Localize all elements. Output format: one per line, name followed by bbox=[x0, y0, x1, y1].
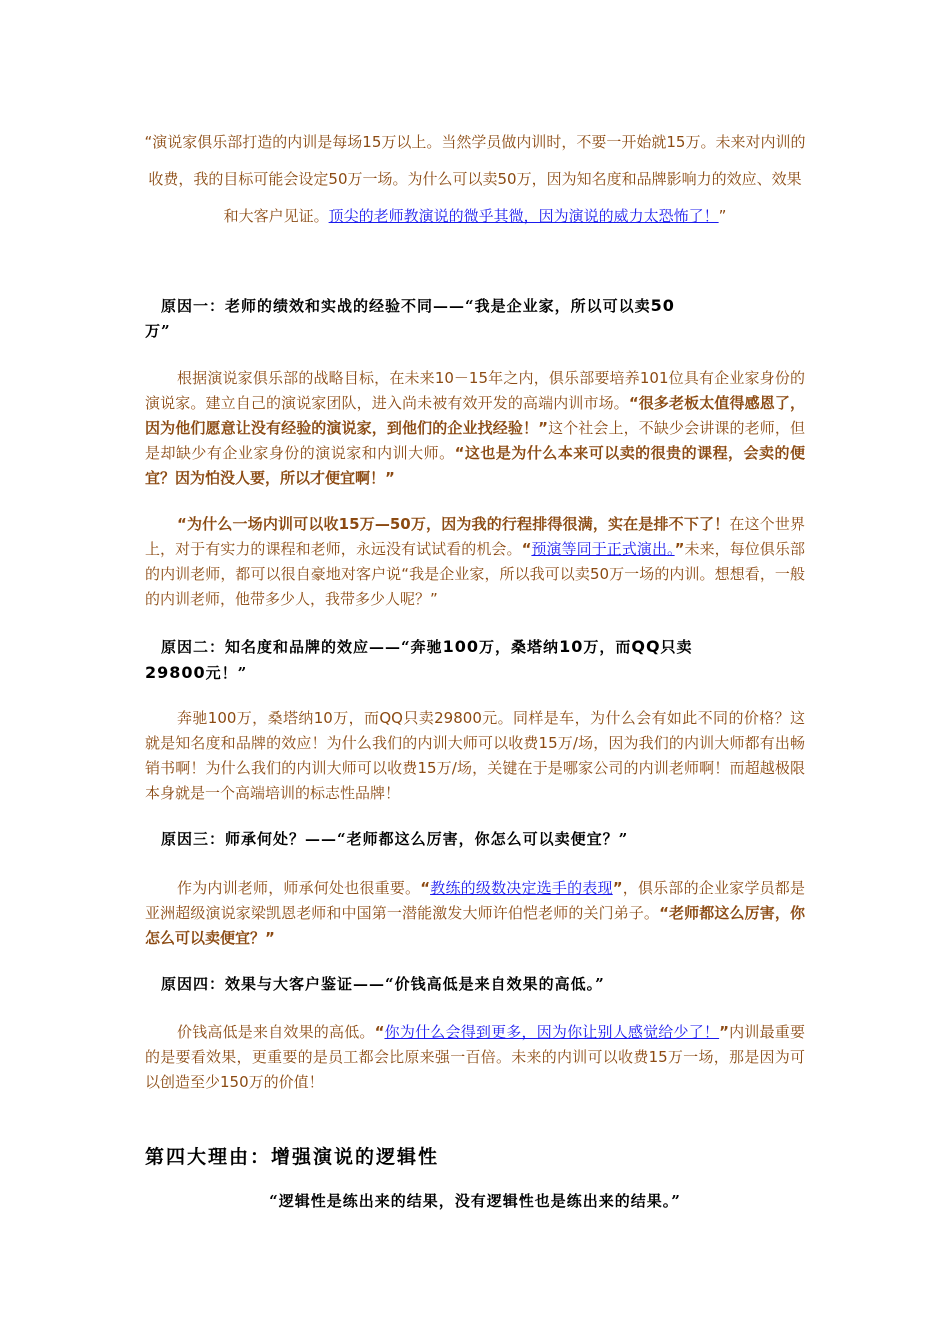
reason1-para2-close-quote: ” bbox=[674, 540, 685, 558]
reason2-heading-text: 原因二：知名度和品牌的效应——“奔驰 bbox=[161, 638, 443, 656]
reason1-heading-num: 50 bbox=[650, 296, 675, 315]
section4-quote: “逻辑性是练出来的结果，没有逻辑性也是练出来的结果。” bbox=[269, 1192, 681, 1210]
intro-text: “演说家俱乐部打造的内训是每场15万以上。当然学员做内训时，不要一开始就15万。未来对内训的收费，我的目标可能会设定50万一场。为什么可以卖50万，因为知名度和品牌影响力的效应、效果和大客户见证。 bbox=[144, 133, 806, 225]
reason1-paragraph-2 bbox=[145, 512, 805, 612]
reason1-para1-text-b: 这个社会上，不缺少会讲课的老师，但是却缺少有企业家身份的演说家和内训大师。 bbox=[145, 419, 805, 462]
reason3-para-text: 作为内训老师，师承何处也很重要。 bbox=[177, 879, 421, 897]
reason3-para-quote: “老师都这么厉害，你怎么可以卖便宜？” bbox=[145, 904, 805, 947]
reason2-heading bbox=[145, 634, 805, 686]
reason1-para1-text: 根据演说家俱乐部的战略目标，在未来10－15年之内，俱乐部要培养101位具有企业家身份的演说家。建立自己的演说家团队，进入尚未被有效开发的高端内训市场。 bbox=[145, 369, 805, 412]
intro-close-quote: ” bbox=[718, 207, 727, 225]
intro-link[interactable]: 顶尖的老师教演说的微乎其微，因为演说的威力太恐怖了！ bbox=[328, 207, 719, 225]
reason3-open-quote: “ bbox=[420, 879, 431, 897]
reason4-open-quote: “ bbox=[374, 1023, 385, 1041]
reason4-paragraph bbox=[145, 1020, 805, 1095]
reason1-para2-link[interactable]: 预演等同于正式演出。 bbox=[531, 540, 675, 558]
reason3-close-quote: ” bbox=[612, 879, 623, 897]
reason1-heading bbox=[145, 293, 805, 344]
reason2-heading-text4: 只卖 bbox=[660, 638, 693, 656]
reason1-para2-text: 在这个世界上，对于有实力的课程和老师，永远没有试试看的机会。 bbox=[145, 515, 805, 558]
intro-quote bbox=[142, 124, 808, 235]
reason4-para-text-b: 内训最重要的是要看效果，更重要的是员工都会比原来强一百倍。未来的内训可以收费15万一场，那是因为可以创造至少150万的价值！ bbox=[145, 1023, 805, 1091]
reason2-heading-num4: 29800 bbox=[145, 663, 206, 682]
reason4-link[interactable]: 你为什么会得到更多，因为你让别人感觉给少了！ bbox=[384, 1023, 720, 1041]
reason4-close-quote: ” bbox=[719, 1023, 729, 1041]
reason1-paragraph-1 bbox=[145, 366, 805, 491]
reason2-heading-text5: 元！” bbox=[205, 664, 248, 682]
section4-title: 第四大理由：增强演说的逻辑性 bbox=[145, 1146, 440, 1168]
reason2-heading-text2: 万，桑塔纳 bbox=[479, 638, 560, 656]
reason2-paragraph: 奔驰100万，桑塔纳10万，而QQ只卖29800元。同样是车，为什么会有如此不同的价格？这就是知名度和品牌的效应！为什么我们的内训大师可以收费15万/场，因为我们的内训大师都有出畅销书啊！为什么我们的内训大师可以收费15万/场，关键在于是哪家公司的内训老师啊！而超越极限本身就是一个高端培训的标志性品牌！ bbox=[145, 709, 805, 802]
reason1-para1-quote2: “这也是为什么本来可以卖的很贵的课程，会卖的便宜？因为怕没人要，所以才便宜啊！” bbox=[145, 444, 805, 487]
reason1-heading-text: 原因一：老师的绩效和实战的经验不同——“我是企业家，所以可以卖 bbox=[161, 297, 651, 315]
reason2-heading-num1: 100 bbox=[442, 637, 480, 656]
reason3-heading: 原因三：师承何处？——“老师都这么厉害，你怎么可以卖便宜？” bbox=[161, 830, 629, 848]
reason2-heading-text3: 万，而 bbox=[583, 638, 632, 656]
reason1-heading-end: 万” bbox=[145, 322, 171, 340]
reason1-para2-open-quote: “ bbox=[521, 540, 532, 558]
reason2-heading-num3: QQ bbox=[631, 637, 661, 656]
reason2-heading-num2: 10 bbox=[559, 637, 584, 656]
reason3-para-text-b: ，俱乐部的企业家学员都是亚洲超级演说家梁凯恩老师和中国第一潜能激发大师许伯恺老师的关门弟子。 bbox=[145, 879, 805, 922]
reason3-paragraph bbox=[145, 876, 805, 951]
reason1-para2-quote: “为什么一场内训可以收15万—50万，因为我的行程排得很满，实在是排不下了！ bbox=[177, 515, 730, 533]
reason1-para2-text-b: 未来，每位俱乐部的内训老师，都可以很自豪地对客户说“我是企业家，所以我可以卖50万一场的内训。想想看，一般的内训老师，他带多少人，我带多少人呢？” bbox=[145, 540, 805, 608]
reason3-link[interactable]: 教练的级数决定选手的表现 bbox=[430, 879, 613, 897]
reason1-para1-quote: “很多老板太值得感恩了，因为他们愿意让没有经验的演说家，到他们的企业找经验！” bbox=[145, 394, 805, 437]
reason4-heading: 原因四：效果与大客户鉴证——“价钱高低是来自效果的高低。” bbox=[161, 975, 605, 993]
reason4-para-text: 价钱高低是来自效果的高低。 bbox=[177, 1023, 375, 1041]
